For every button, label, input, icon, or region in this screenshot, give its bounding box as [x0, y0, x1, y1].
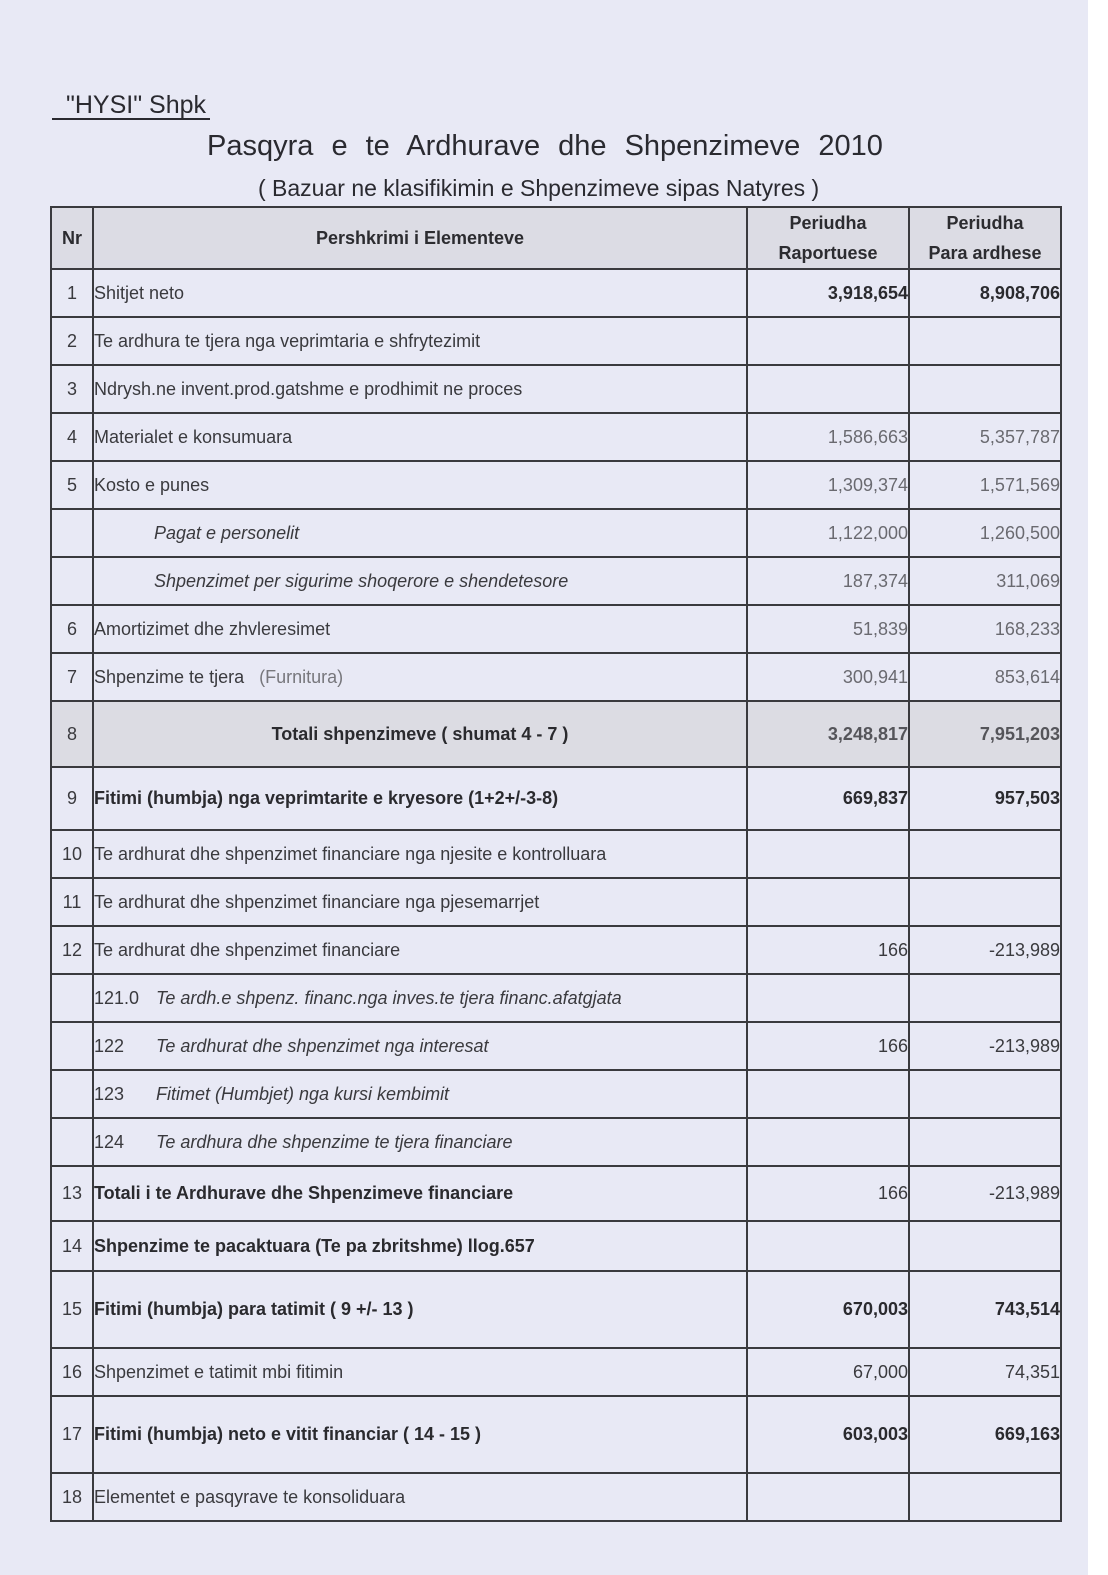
row-description: Te ardhurat dhe shpenzimet financiare: [93, 926, 747, 974]
table-row: [51, 1221, 1061, 1271]
row-current-value: [747, 974, 909, 1022]
header-description: Pershkrimi i Elementeve: [93, 207, 747, 269]
row-description: Totali shpenzimeve ( shumat 4 - 7 ): [93, 701, 747, 767]
row-current-value: 51,839: [747, 605, 909, 653]
row-current-value: 166: [747, 926, 909, 974]
row-previous-value: 7,951,203: [909, 701, 1061, 767]
row-current-value: 187,374: [747, 557, 909, 605]
table-row: [51, 557, 1061, 605]
income-statement-table: [50, 206, 1062, 1522]
row-description-text: Te ardh.e shpenz. financ.nga inves.te tjera financ.afatgjata: [156, 987, 622, 1008]
table-row: [51, 1070, 1061, 1118]
row-description: Te ardhura te tjera nga veprimtaria e shfrytezimit: [93, 317, 747, 365]
row-nr: [51, 974, 93, 1022]
table-row: [51, 653, 1061, 701]
row-description: Ndrysh.ne invent.prod.gatshme e prodhimit ne proces: [93, 365, 747, 413]
row-description: Te ardhurat dhe shpenzimet financiare nga njesite e kontrolluara: [93, 830, 747, 878]
row-nr: 12: [51, 926, 93, 974]
row-description-text: Fitimet (Humbjet) nga kursi kembimit: [156, 1083, 450, 1104]
row-current-value: [747, 830, 909, 878]
row-current-value: [747, 365, 909, 413]
row-current-value: 67,000: [747, 1348, 909, 1396]
row-description: Shpenzime te pacaktuara (Te pa zbritshme) llog.657: [93, 1221, 747, 1271]
row-current-value: 3,248,817: [747, 701, 909, 767]
header-current-line1: Periudha: [789, 213, 867, 233]
table-row: [51, 1348, 1061, 1396]
row-previous-value: [909, 1118, 1061, 1166]
row-previous-value: -213,989: [909, 1022, 1061, 1070]
table-row: [51, 974, 1061, 1022]
table-row: [51, 1473, 1061, 1521]
row-nr: 14: [51, 1221, 93, 1271]
row-current-value: 670,003: [747, 1271, 909, 1348]
row-description-text: Te ardhurat dhe shpenzimet nga interesat: [156, 1035, 489, 1056]
table-row: [51, 926, 1061, 974]
row-current-value: [747, 878, 909, 926]
row-current-value: [747, 1118, 909, 1166]
row-account-code: 121.0: [94, 987, 140, 1008]
row-current-value: 1,309,374: [747, 461, 909, 509]
row-previous-value: [909, 1221, 1061, 1271]
row-previous-value: 1,260,500: [909, 509, 1061, 557]
row-description: Fitimi (humbja) neto e vitit financiar ( 14 - 15 ): [93, 1396, 747, 1473]
table-row: [51, 461, 1061, 509]
row-description-text: Te ardhura dhe shpenzime te tjera financiare: [156, 1131, 513, 1152]
row-nr: 17: [51, 1396, 93, 1473]
row-current-value: 1,586,663: [747, 413, 909, 461]
statement-title: Pasqyra e te Ardhurave dhe Shpenzimeve 2010: [207, 130, 883, 162]
row-current-value: [747, 317, 909, 365]
row-nr: 10: [51, 830, 93, 878]
header-nr: Nr: [51, 207, 93, 269]
table-row: [51, 413, 1061, 461]
table-row: [51, 1022, 1061, 1070]
statement-subtitle: ( Bazuar ne klasifikimin e Shpenzimeve sipas Natyres ): [258, 175, 820, 201]
row-previous-value: -213,989: [909, 1166, 1061, 1221]
row-description: Amortizimet dhe zhvleresimet: [93, 605, 747, 653]
row-nr: 6: [51, 605, 93, 653]
row-current-value: 166: [747, 1166, 909, 1221]
row-nr: 4: [51, 413, 93, 461]
header-previous-line2: Para ardhese: [928, 243, 1042, 263]
row-previous-value: [909, 317, 1061, 365]
row-previous-value: -213,989: [909, 926, 1061, 974]
row-previous-value: [909, 1473, 1061, 1521]
row-nr: [51, 557, 93, 605]
table-row: [51, 1166, 1061, 1221]
row-nr: 3: [51, 365, 93, 413]
row-current-value: [747, 1070, 909, 1118]
row-account-code: 123: [94, 1083, 125, 1104]
row-nr: 16: [51, 1348, 93, 1396]
row-account-code: 124: [94, 1131, 125, 1152]
row-description: Fitimi (humbja) para tatimit ( 9 +/- 13 ): [93, 1271, 747, 1348]
table-header-row: [51, 207, 1061, 269]
row-description-text: Shpenzime te tjera: [94, 666, 245, 687]
row-description: [93, 974, 747, 1022]
row-description: Shpenzimet per sigurime shoqerore e shendetesore: [93, 557, 747, 605]
row-previous-value: 8,908,706: [909, 269, 1061, 317]
row-previous-value: 168,233: [909, 605, 1061, 653]
row-previous-value: 853,614: [909, 653, 1061, 701]
row-description: Kosto e punes: [93, 461, 747, 509]
total-expenses-row: [51, 701, 1061, 767]
table-row: [51, 878, 1061, 926]
row-nr: 15: [51, 1271, 93, 1348]
table-row: [51, 1118, 1061, 1166]
row-previous-value: 1,571,569: [909, 461, 1061, 509]
row-description: [93, 1070, 747, 1118]
row-previous-value: [909, 1070, 1061, 1118]
row-nr: [51, 1118, 93, 1166]
row-current-value: [747, 1473, 909, 1521]
row-nr: 1: [51, 269, 93, 317]
row-nr: 8: [51, 701, 93, 767]
row-current-value: 166: [747, 1022, 909, 1070]
table-row: [51, 1396, 1061, 1473]
row-previous-value: 957,503: [909, 767, 1061, 830]
row-nr: [51, 509, 93, 557]
row-nr: 5: [51, 461, 93, 509]
row-description: Fitimi (humbja) nga veprimtarite e kryesore (1+2+/-3-8): [93, 767, 747, 830]
row-nr: 13: [51, 1166, 93, 1221]
row-description: Totali i te Ardhurave dhe Shpenzimeve financiare: [93, 1166, 747, 1221]
table-row: [51, 767, 1061, 830]
table-row: [51, 605, 1061, 653]
row-description: [93, 653, 747, 701]
header-previous-line1: Periudha: [946, 213, 1024, 233]
row-previous-value: 5,357,787: [909, 413, 1061, 461]
header-previous-period: [909, 207, 1061, 269]
row-account-code: 122: [94, 1035, 125, 1056]
row-current-value: 669,837: [747, 767, 909, 830]
row-description: Te ardhurat dhe shpenzimet financiare nga pjesemarrjet: [93, 878, 747, 926]
table-row: [51, 317, 1061, 365]
row-current-value: 1,122,000: [747, 509, 909, 557]
row-current-value: 603,003: [747, 1396, 909, 1473]
row-description: Materialet e konsumuara: [93, 413, 747, 461]
header-current-period: [747, 207, 909, 269]
row-current-value: [747, 1221, 909, 1271]
row-nr: 11: [51, 878, 93, 926]
row-previous-value: [909, 365, 1061, 413]
table-row: [51, 1271, 1061, 1348]
row-description-note: (Furnitura): [259, 666, 344, 687]
row-previous-value: 669,163: [909, 1396, 1061, 1473]
row-nr: 18: [51, 1473, 93, 1521]
row-description: Pagat e personelit: [93, 509, 747, 557]
table-row: [51, 365, 1061, 413]
table-row: [51, 269, 1061, 317]
row-current-value: 300,941: [747, 653, 909, 701]
row-nr: [51, 1022, 93, 1070]
row-nr: 2: [51, 317, 93, 365]
header-current-line2: Raportuese: [778, 243, 878, 263]
company-name: "HYSI" Shpk: [52, 92, 210, 120]
row-nr: 9: [51, 767, 93, 830]
row-description: Shpenzimet e tatimit mbi fitimin: [93, 1348, 747, 1396]
row-description: [93, 1118, 747, 1166]
row-previous-value: [909, 878, 1061, 926]
row-description: Elementet e pasqyrave te konsoliduara: [93, 1473, 747, 1521]
row-previous-value: 311,069: [909, 557, 1061, 605]
row-previous-value: [909, 830, 1061, 878]
row-nr: [51, 1070, 93, 1118]
row-previous-value: 743,514: [909, 1271, 1061, 1348]
row-previous-value: 74,351: [909, 1348, 1061, 1396]
row-nr: 7: [51, 653, 93, 701]
row-description: [93, 1022, 747, 1070]
row-current-value: 3,918,654: [747, 269, 909, 317]
table-row: [51, 830, 1061, 878]
table-row: [51, 509, 1061, 557]
row-previous-value: [909, 974, 1061, 1022]
row-description: Shitjet neto: [93, 269, 747, 317]
